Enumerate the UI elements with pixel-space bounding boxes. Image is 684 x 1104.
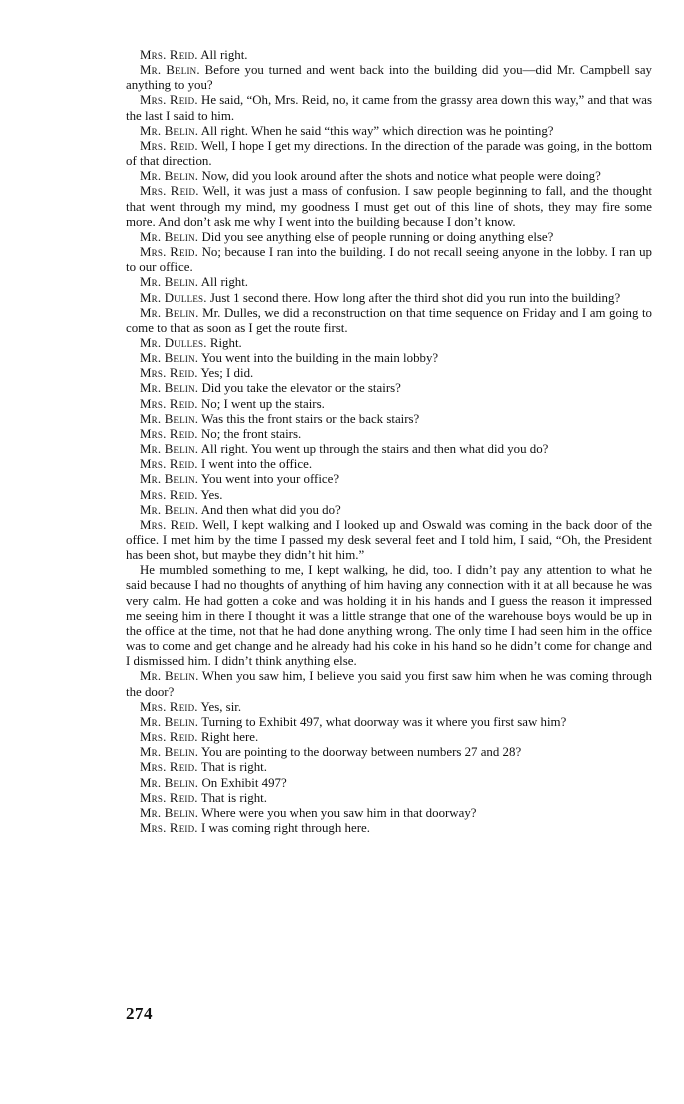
speaker-name: Mrs. Reid.: [140, 245, 199, 260]
testimony-page: [126, 48, 652, 836]
speech-text: And then what did you do?: [200, 502, 341, 517]
transcript-paragraph: [126, 139, 652, 169]
transcript-paragraph: [126, 821, 652, 836]
speaker-name: Mrs. Reid.: [140, 93, 198, 108]
speech-text: Before you turned and went back into the building did you—did Mr. Campbell say anything to you?: [126, 63, 652, 93]
speaker-name: Mr. Belin.: [140, 275, 199, 290]
transcript-paragraph: [126, 745, 652, 760]
speaker-name: Mrs. Reid.: [140, 184, 199, 199]
transcript-paragraph: [126, 442, 652, 457]
speaker-name: Mrs. Reid.: [140, 366, 198, 381]
transcript-paragraph: [126, 275, 652, 290]
transcript-paragraph: [126, 412, 652, 427]
speaker-name: Mr. Dulles.: [140, 335, 207, 350]
speaker-name: Mr. Belin.: [140, 63, 200, 78]
speaker-name: Mr. Belin.: [140, 351, 199, 366]
speech-text: Well, I hope I get my directions. In the direction of the parade was going, in the bottom of that direction.: [126, 138, 652, 169]
speaker-name: Mr. Belin.: [140, 669, 199, 684]
transcript-paragraph: [126, 184, 652, 229]
speech-text: Did you see anything else of people running or doing anything else?: [201, 229, 554, 244]
speech-text: Did you take the elevator or the stairs?: [201, 381, 401, 396]
speech-text: On Exhibit 497?: [201, 775, 287, 790]
speaker-name: Mrs. Reid.: [140, 487, 198, 502]
speech-text: Now, did you look around after the shots and notice what people were doing?: [201, 169, 601, 184]
transcript-body: [126, 48, 652, 836]
speaker-name: Mr. Belin.: [140, 714, 199, 729]
transcript-paragraph: [126, 381, 652, 396]
speaker-name: Mr. Belin.: [140, 305, 199, 320]
transcript-paragraph: [126, 351, 652, 366]
speaker-name: Mrs. Reid.: [140, 48, 198, 62]
page-number: 274: [126, 1004, 153, 1023]
speech-text: All right. When he said “this way” which direction was he pointing?: [200, 123, 554, 138]
transcript-paragraph: [126, 397, 652, 412]
transcript-paragraph: [126, 169, 652, 184]
transcript-paragraph: [126, 306, 652, 336]
speaker-name: Mrs. Reid.: [140, 396, 198, 411]
transcript-paragraph: [126, 124, 652, 139]
speech-text: Well, I kept walking and I looked up and Oswald was coming in the back door of the office. I met him by the time I passed my desk several feet and I told him, I said, “Oh, the President has been shot, but maybe they didn’t hit him.”: [126, 517, 652, 563]
speech-text: Yes.: [200, 487, 223, 502]
transcript-paragraph: [126, 503, 652, 518]
transcript-paragraph: [126, 760, 652, 775]
speaker-name: Mrs. Reid.: [140, 138, 198, 153]
speech-text: No; I went up the stairs.: [200, 396, 325, 411]
speaker-name: Mr. Belin.: [140, 169, 199, 184]
speaker-name: Mr. Belin.: [140, 472, 199, 487]
transcript-paragraph: [126, 518, 652, 563]
transcript-paragraph: [126, 791, 652, 806]
speech-text: All right.: [200, 275, 249, 290]
speech-text: Just 1 second there. How long after the third shot did you run into the building?: [209, 290, 621, 305]
speech-text: He said, “Oh, Mrs. Reid, no, it came from the grassy area down this way,” and that was the last I said to him.: [126, 93, 652, 123]
speaker-name: Mrs. Reid.: [140, 517, 199, 532]
speaker-name: Mrs. Reid.: [140, 457, 198, 472]
speech-text: Yes; I did.: [200, 366, 254, 381]
transcript-paragraph: [126, 472, 652, 487]
transcript-paragraph: [126, 669, 652, 699]
speech-text: He mumbled something to me, I kept walking, he did, too. I didn’t pay any attention to what he said because I had no thoughts of anything of him having any connection with it at all because he was very calm. He had gotten a coke and was holding it in his hands and I guess the reason it impressed me seeing him in there I thought it was a little strange that one of the warehouse boys would be up in the office at the time, not that he had done anything wrong. The only time I had seen him in the office was to come and get change and he already had his coke in his hand so he didn’t come for change and I dismissed him. I didn’t think anything else.: [126, 563, 652, 669]
speech-text: You went into your office?: [200, 472, 340, 487]
speech-text: Was this the front stairs or the back stairs?: [201, 411, 420, 426]
speaker-name: Mr. Belin.: [140, 229, 199, 244]
speaker-name: Mr. Dulles.: [140, 290, 207, 305]
speaker-name: Mrs. Reid.: [140, 426, 198, 441]
transcript-paragraph: [126, 48, 652, 63]
speaker-name: Mrs. Reid.: [140, 820, 198, 835]
speaker-name: Mrs. Reid.: [140, 699, 198, 714]
transcript-paragraph: [126, 63, 652, 93]
speaker-name: Mrs. Reid.: [140, 730, 198, 745]
speech-text: That is right.: [200, 790, 267, 805]
transcript-paragraph: [126, 700, 652, 715]
speaker-name: Mrs. Reid.: [140, 760, 198, 775]
speaker-name: Mrs. Reid.: [140, 790, 198, 805]
speaker-name: Mr. Belin.: [140, 805, 199, 820]
speaker-name: Mr. Belin.: [140, 502, 199, 517]
transcript-paragraph: [126, 776, 652, 791]
speaker-name: Mr. Belin.: [140, 745, 199, 760]
transcript-paragraph: [126, 730, 652, 745]
speech-text: All right. You went up through the stairs and then what did you do?: [200, 442, 549, 457]
transcript-paragraph: [126, 427, 652, 442]
speech-text: Mr. Dulles, we did a reconstruction on that time sequence on Friday and I am going to come to that as soon as I get the route first.: [126, 305, 652, 335]
speech-text: No; because I ran into the building. I do not recall seeing anyone in the lobby. I ran up to our office.: [126, 245, 652, 275]
speech-text: That is right.: [200, 760, 267, 775]
speech-text: You are pointing to the doorway between numbers 27 and 28?: [200, 745, 522, 760]
transcript-paragraph: [126, 806, 652, 821]
speech-text: I went into the office.: [200, 457, 313, 472]
transcript-paragraph: [126, 230, 652, 245]
transcript-paragraph: [126, 93, 652, 123]
transcript-paragraph: [126, 715, 652, 730]
transcript-paragraph: [126, 366, 652, 381]
speech-text: Right.: [209, 335, 242, 350]
speaker-name: Mr. Belin.: [140, 442, 199, 457]
transcript-paragraph: [126, 245, 652, 275]
speaker-name: Mr. Belin.: [140, 123, 199, 138]
speaker-name: Mr. Belin.: [140, 775, 199, 790]
speech-text: Where were you when you saw him in that doorway?: [201, 805, 477, 820]
speech-text: All right.: [200, 48, 248, 62]
transcript-paragraph: [126, 457, 652, 472]
transcript-paragraph: [126, 291, 652, 306]
speech-text: When you saw him, I believe you said you first saw him when he was coming through the door?: [126, 669, 652, 699]
speaker-name: Mr. Belin.: [140, 381, 199, 396]
speech-text: I was coming right through here.: [200, 820, 370, 835]
speech-text: Well, it was just a mass of confusion. I saw people beginning to fall, and the thought that went through my mind, my goodness I must get out of this line of shots, they may fire some more. And don’t ask me why I went into the building because I don’t know.: [126, 184, 652, 229]
transcript-paragraph: [126, 563, 652, 669]
speech-text: Turning to Exhibit 497, what doorway was it where you first saw him?: [201, 714, 567, 729]
speaker-name: Mr. Belin.: [140, 411, 199, 426]
speech-text: You went into the building in the main lobby?: [200, 351, 439, 366]
speech-text: No; the front stairs.: [200, 426, 302, 441]
speech-text: Right here.: [200, 730, 259, 745]
transcript-paragraph: [126, 336, 652, 351]
transcript-paragraph: [126, 488, 652, 503]
speech-text: Yes, sir.: [200, 699, 242, 714]
